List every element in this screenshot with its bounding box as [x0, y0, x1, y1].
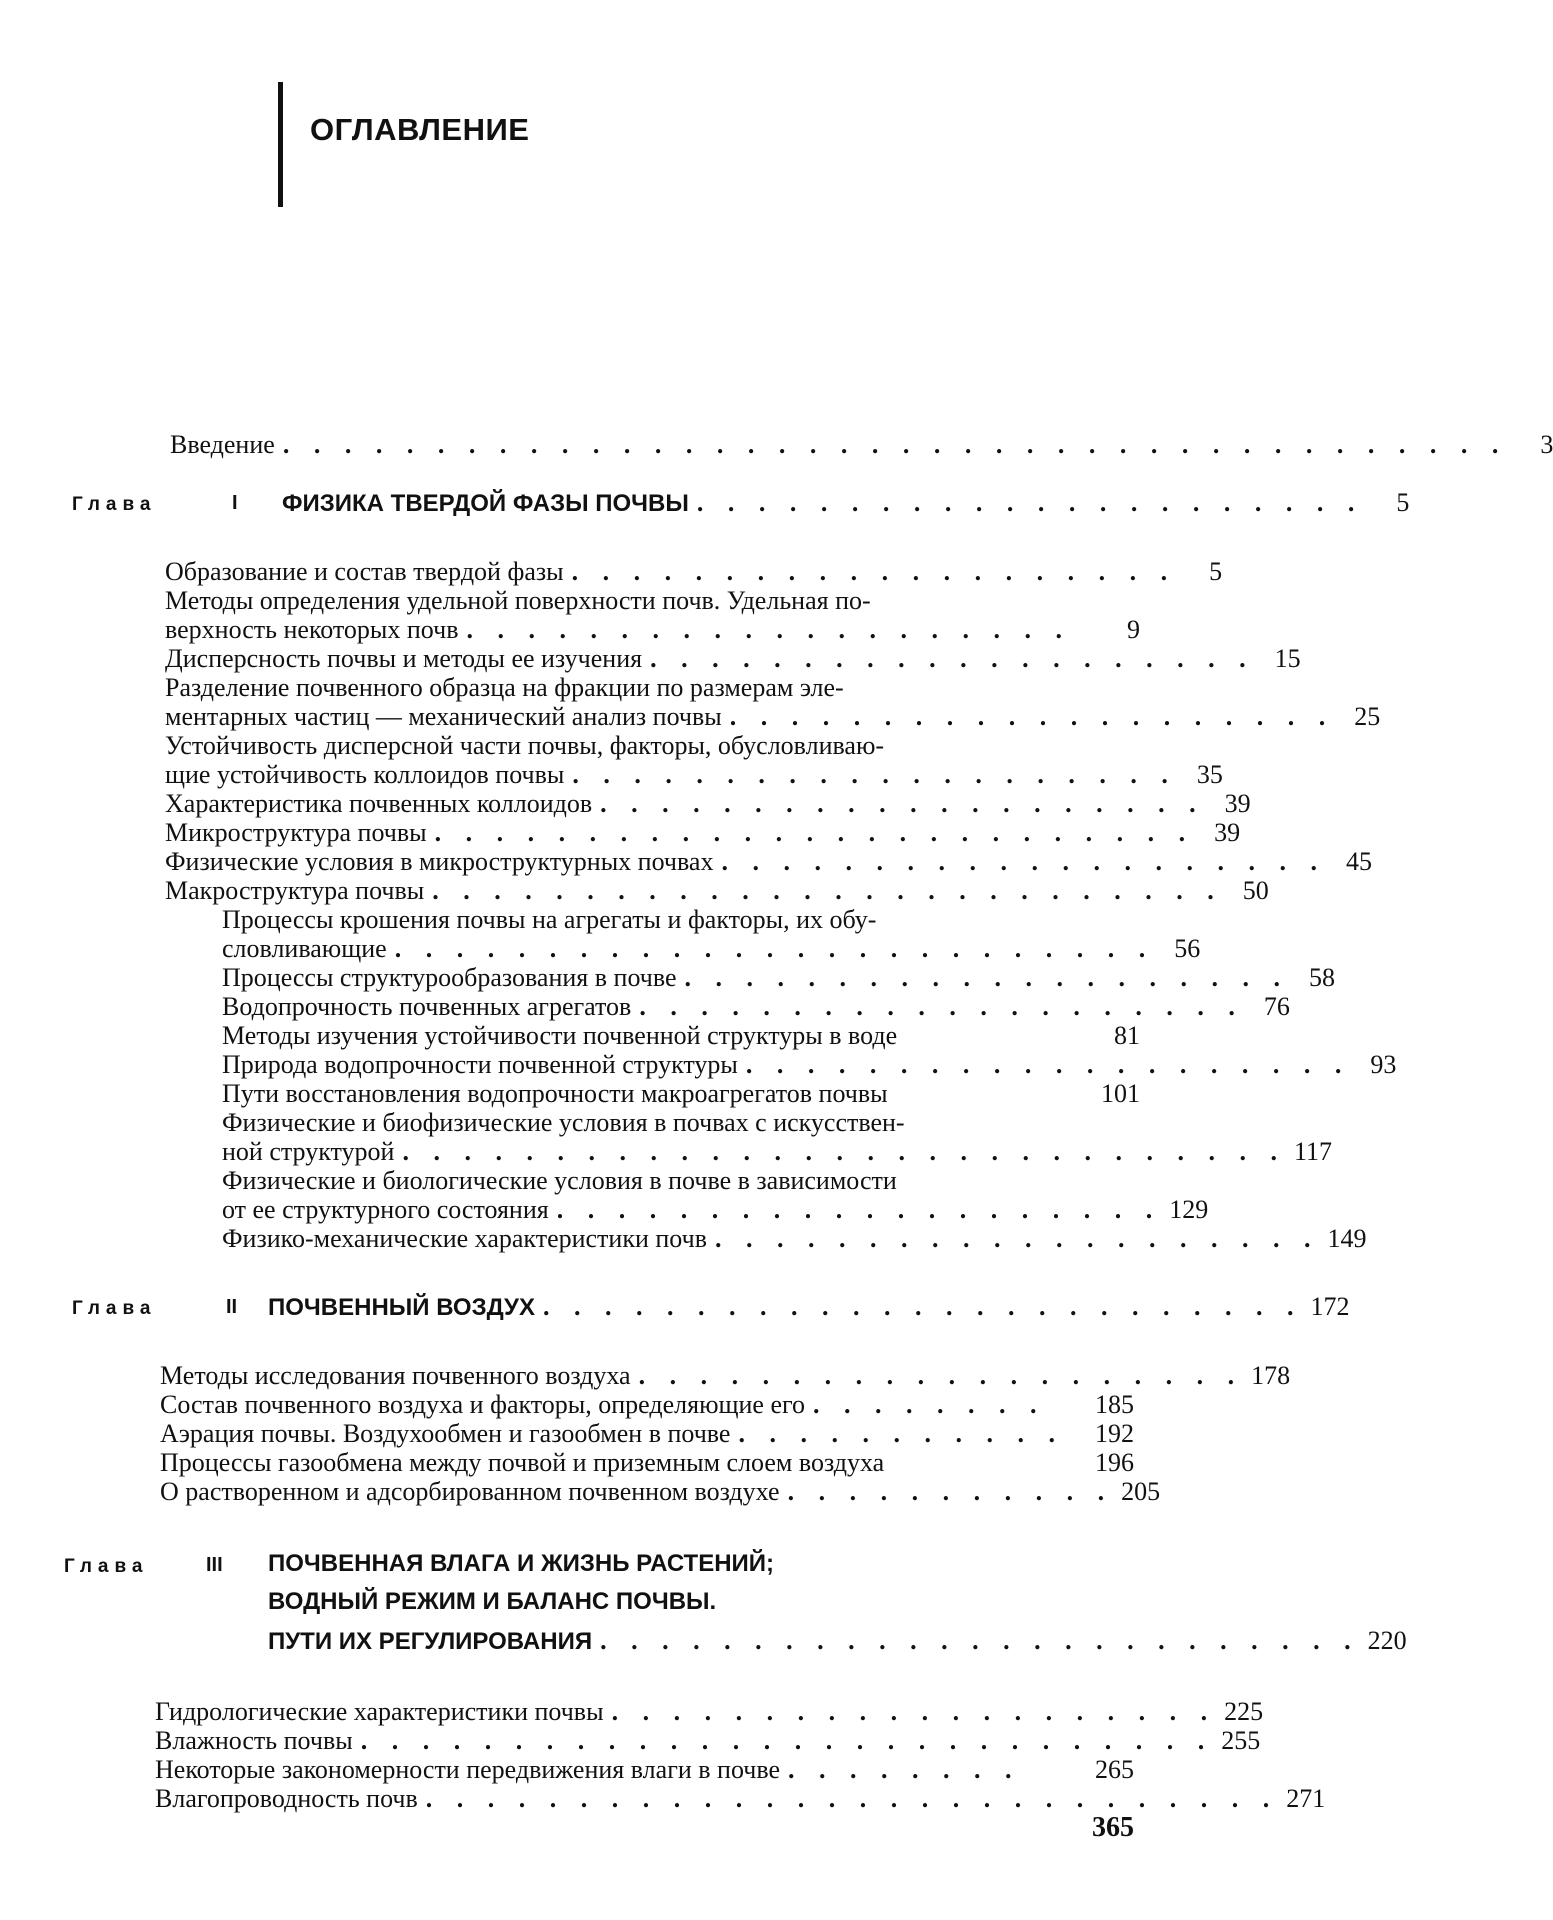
leader-dots: . . . . . . . . . . . . . . . . . . . . . . . . . . . . — [425, 1784, 1279, 1813]
toc-entry-label: Процессы газообмена между почвой и приземным слоем воздуха — [160, 1448, 885, 1477]
page-number: 3 — [1540, 430, 1553, 459]
toc-entry-label: Влагопроводность почв — [155, 1784, 418, 1813]
leader-dots: . . . . . . . . . . . . . . . . . . . . — [600, 789, 1205, 818]
toc-subentry[interactable] — [222, 1195, 1209, 1224]
page-number: 56 — [1174, 934, 1201, 963]
page-number: 81 — [1114, 1021, 1140, 1050]
toc-entry[interactable] — [155, 1784, 1326, 1813]
toc-entry-line: Физические и биофизические условия в почвах с искусствен- — [222, 1108, 905, 1137]
toc-entry[interactable] — [160, 1448, 1134, 1477]
leader-dots: . . . . . . . . . . . . . . . . . . . . . . . . . . — [432, 876, 1223, 905]
page-number: 58 — [1309, 963, 1336, 992]
leader-dots: . . . . . . . . . . . . . . . . . . . . — [571, 557, 1177, 586]
leader-dots: . . . . . . . . . . . . . . . . . . . . . . . . . — [434, 818, 1195, 847]
toc-entry-label: Методы изучения устойчивости почвенной структуры в воде — [222, 1021, 898, 1050]
page-number: 9 — [1127, 615, 1140, 644]
chapter-title-line: ВОДНЫЙ РЕЖИМ И БАЛАНС ПОЧВЫ. — [268, 1588, 717, 1615]
page-title: ОГЛАВЛЕНИЕ — [310, 112, 530, 147]
toc-subentry[interactable] — [222, 1021, 1140, 1050]
leader-dots: . . . . . . . . . . . . . . . . . . . . — [714, 1224, 1320, 1253]
leader-dots: . . . . . . . . . . . . . . . . . . . . . . . . . — [600, 1626, 1360, 1655]
page-number: 101 — [1101, 1079, 1140, 1108]
toc-entry-line: Физические и биологические условия в почве в зависимости — [222, 1166, 897, 1195]
toc-entry[interactable] — [165, 789, 1251, 818]
toc-entry-label: Микроструктура почвы — [165, 818, 427, 847]
toc-entry-line: Устойчивость дисперсной части почвы, факторы, обусловливаю- — [165, 731, 885, 760]
leader-dots: . . . . . . . . — [813, 1390, 1046, 1419]
leader-dots: . . . . . . . . . . . . . . . . . . . . . . . . . . . . — [360, 1726, 1214, 1755]
chapter-heading-2[interactable] — [268, 1292, 1350, 1322]
page-number: 5 — [1209, 557, 1223, 586]
toc-entry-label: Гидрологические характеристики почвы — [155, 1697, 604, 1726]
toc-entry-label: Физические условия в микроструктурных почвах — [165, 847, 714, 876]
toc-entry[interactable] — [160, 1419, 1134, 1448]
chapter-title-line: ПОЧВЕННАЯ ВЛАГА И ЖИЗНЬ РАСТЕНИЙ; — [268, 1550, 775, 1577]
chapter-title: ПУТИ ИХ РЕГУЛИРОВАНИЯ — [268, 1628, 593, 1655]
page-number: 225 — [1224, 1697, 1264, 1726]
page-number: 50 — [1242, 876, 1269, 905]
chapter-title: ПОЧВЕННЫЙ ВОЗДУХ — [268, 1294, 535, 1321]
toc-entry-label: Дисперсность почвы и методы ее изучения — [165, 644, 643, 673]
toc-entry-line: Разделение почвенного образца на фракции по размерам эле- — [165, 673, 844, 702]
toc-entry[interactable] — [160, 1390, 1134, 1419]
toc-entry-label: Методы исследования почвенного воздуха — [160, 1361, 631, 1390]
leader-dots: . . . . . . . . . . . . . . . . . . . . — [572, 760, 1177, 789]
chapter-number: I — [232, 492, 238, 514]
page-number: 39 — [1214, 818, 1241, 847]
toc-subentry[interactable] — [222, 1224, 1367, 1253]
chapter-heading-3[interactable] — [268, 1626, 1407, 1656]
leader-dots: . . . . . . . . . . . . . . . . . . . . — [684, 963, 1290, 992]
toc-entry-intro[interactable] — [170, 430, 1553, 459]
toc-entry-label: от ее структурного состояния — [222, 1195, 549, 1224]
toc-entry[interactable] — [165, 760, 1223, 789]
toc-entry[interactable] — [160, 1361, 1291, 1390]
toc-entry-line: Методы определения удельной поверхности почв. Удельная по- — [165, 586, 871, 615]
toc-entry-label: Пути восстановления водопрочности макроагрегатов почвы — [222, 1079, 888, 1108]
leader-dots: . . . . . . . . . . . . . . . . . . . . — [611, 1697, 1217, 1726]
toc-entry-label: Макроструктура почвы — [165, 876, 425, 905]
chapter-word: Глава — [72, 1298, 157, 1319]
toc-entry[interactable] — [165, 876, 1269, 905]
toc-entry-label: Состав почвенного воздуха и факторы, определяющие его — [160, 1390, 806, 1419]
page-number: 185 — [1095, 1390, 1134, 1419]
toc-entry[interactable] — [165, 557, 1223, 586]
chapter-word: Глава — [64, 1556, 149, 1577]
page-number: 205 — [1121, 1477, 1161, 1506]
toc-entry[interactable] — [155, 1755, 1134, 1784]
toc-subentry[interactable] — [222, 1050, 1397, 1079]
toc-entry-label: верхность некоторых почв — [165, 615, 459, 644]
page-number: 25 — [1354, 702, 1381, 731]
page-number: 178 — [1251, 1361, 1291, 1390]
leader-dots: . . . . . . . . . . . . . . . . . . . . — [729, 702, 1335, 731]
toc-entry[interactable] — [165, 644, 1301, 673]
page-folio: 365 — [1092, 1812, 1134, 1843]
toc-entry-label: О растворенном и адсорбированном почвенном воздухе — [160, 1477, 780, 1506]
page-number: 39 — [1224, 789, 1251, 818]
page-number: 117 — [1293, 1137, 1332, 1166]
page-number: 172 — [1310, 1292, 1350, 1321]
toc-entry-label: Характеристика почвенных коллоидов — [165, 789, 593, 818]
toc-entry[interactable] — [165, 818, 1241, 847]
page-number: 45 — [1345, 847, 1372, 876]
leader-dots: . . . . . . . . . . . . . . . . . . . . . . . . . — [394, 934, 1155, 963]
page-number: 129 — [1169, 1195, 1209, 1224]
toc-entry-label: Аэрация почвы. Воздухообмен и газообмен в почве — [160, 1419, 731, 1448]
page-number: 265 — [1095, 1755, 1134, 1784]
page-number: 271 — [1286, 1784, 1326, 1813]
page-number: 196 — [1095, 1448, 1134, 1477]
toc-entry-label: Природа водопрочности почвенной структуры — [222, 1050, 738, 1079]
toc-entry-label: щие устойчивость коллоидов почвы — [165, 760, 565, 789]
leader-dots: . . . . . . . . . . . — [787, 1477, 1114, 1506]
title-rule — [278, 82, 283, 207]
page-number: 149 — [1327, 1224, 1367, 1253]
toc-entry-label: Процессы структурообразования в почве — [222, 963, 677, 992]
toc-entry-label: Водопрочность почвенных агрегатов — [222, 992, 632, 1021]
chapter-word: Глава — [72, 494, 157, 515]
toc-subentry[interactable] — [222, 1079, 1140, 1108]
leader-dots: . . . . . . . . . . . . . . . . . . . . — [466, 615, 1071, 644]
leader-dots: . . . . . . . . . . . — [738, 1419, 1064, 1448]
toc-entry[interactable] — [160, 1477, 1161, 1506]
page-number: 76 — [1263, 992, 1290, 1021]
leader-dots: . . . . . . . . — [788, 1755, 1021, 1784]
toc-entry-label: Физико-механические характеристики почв — [222, 1224, 707, 1253]
page-number: 220 — [1367, 1626, 1407, 1655]
chapter-title: ФИЗИКА ТВЕРДОЙ ФАЗЫ ПОЧВЫ — [282, 490, 689, 517]
toc-entry-label: ной структурой — [222, 1137, 395, 1166]
leader-dots: . . . . . . . . . . . . . . . . . . . . — [638, 1361, 1244, 1390]
page-number: 35 — [1196, 760, 1223, 789]
toc-entry-label: Введение — [170, 430, 275, 459]
page-number: 93 — [1370, 1050, 1397, 1079]
toc-entry[interactable] — [165, 702, 1381, 731]
toc-subentry[interactable] — [222, 963, 1336, 992]
toc-subentry[interactable] — [222, 934, 1201, 963]
leader-dots: . . . . . . . . . . . . . . . . . . . . . . . . . . . . . . . . . . . . . . . . — [282, 430, 1508, 459]
leader-dots: . . . . . . . . . . . . . . . . . . . . — [745, 1050, 1351, 1079]
leader-dots: . . . . . . . . . . . . . . . . . . . . — [556, 1195, 1162, 1224]
page-number: 255 — [1221, 1726, 1261, 1755]
chapter-number: II — [226, 1296, 238, 1318]
toc-entry[interactable] — [155, 1726, 1261, 1755]
page-number: 5 — [1396, 488, 1410, 517]
toc-subentry[interactable] — [222, 1137, 1332, 1166]
toc-entry[interactable] — [165, 615, 1140, 644]
toc-entry-label: Некоторые закономерности передвижения влаги в почве — [155, 1755, 781, 1784]
toc-subentry[interactable] — [222, 992, 1290, 1021]
leader-dots: . . . . . . . . . . . . . . . . . . . . — [721, 847, 1326, 876]
leader-dots: . . . . . . . . . . . . . . . . . . . . . . . . . . . . . — [402, 1137, 1286, 1166]
toc-entry[interactable] — [155, 1697, 1264, 1726]
page-number: 192 — [1095, 1419, 1134, 1448]
toc-entry-line: Процессы крошения почвы на агрегаты и факторы, их обу- — [222, 905, 877, 934]
toc-entry-label: Влажность почвы — [155, 1726, 353, 1755]
leader-dots: . . . . . . . . . . . . . . . . . . . . . . . . . — [542, 1292, 1303, 1321]
leader-dots: . . . . . . . . . . . . . . . . . . . . . . — [696, 488, 1364, 517]
toc-entry[interactable] — [165, 847, 1372, 876]
toc-entry-label: словливающие — [222, 934, 387, 963]
page-number: 15 — [1274, 644, 1301, 673]
toc-entry-label: ментарных частиц — механический анализ почвы — [165, 702, 722, 731]
toc-entry-label: Образование и состав твердой фазы — [165, 557, 564, 586]
chapter-heading-1[interactable] — [282, 488, 1410, 518]
chapter-number: III — [206, 1554, 223, 1576]
leader-dots: . . . . . . . . . . . . . . . . . . . . — [650, 644, 1255, 673]
leader-dots: . . . . . . . . . . . . . . . . . . . . — [639, 992, 1244, 1021]
